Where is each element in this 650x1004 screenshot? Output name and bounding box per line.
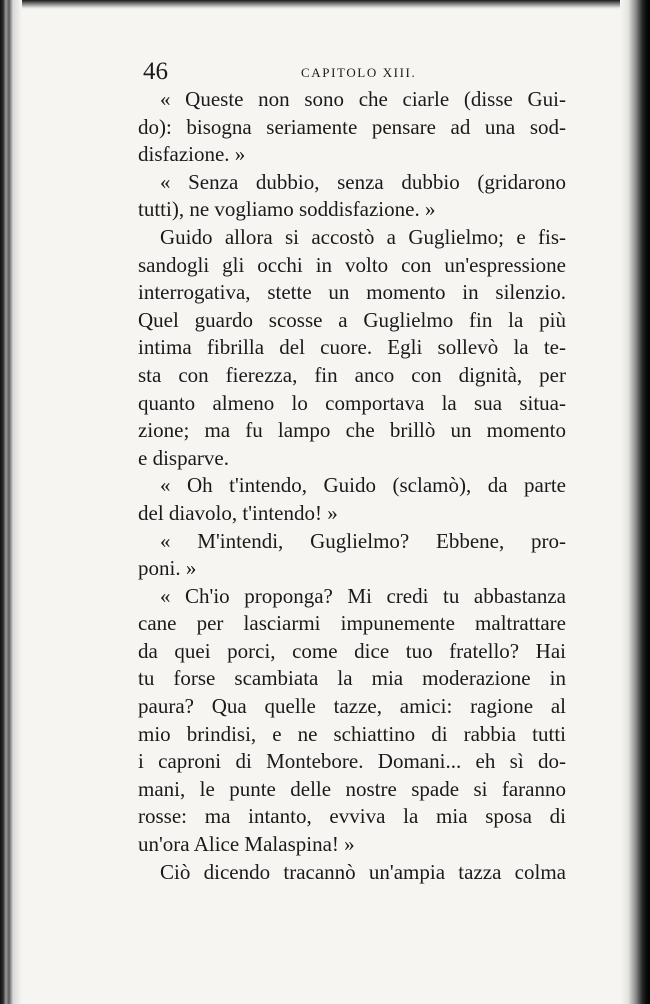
left-binding-shadow xyxy=(0,0,22,1004)
text-line: cane per lasciarmi impunemente maltrattare xyxy=(138,611,566,636)
text-line: del diavolo, t'intendo! » xyxy=(138,500,338,525)
text-line: Quel guardo scosse a Guglielmo fin la più xyxy=(138,307,566,332)
text-line: Guido allora si accostò a Guglielmo; e fis- xyxy=(160,224,566,249)
text-line: « Queste non sono che ciarle (disse Gui- xyxy=(160,87,566,111)
text-line: interrogativa, stette un momento in silenzio. xyxy=(138,280,566,305)
text-line: Ciò dicendo tracannò un'ampia tazza colma xyxy=(160,859,566,884)
page-number: 46 xyxy=(143,58,168,85)
text-line: intima fibrilla del cuore. Egli sollevò la te- xyxy=(138,335,566,360)
text-line: mio brindisi, e ne schiattino di rabbia tutti xyxy=(138,721,566,746)
text-line: rosse: ma intanto, evviva la mia sposa di xyxy=(138,804,566,829)
right-page-edge-shadow xyxy=(620,0,650,1004)
text-line: « Senza dubbio, senza dubbio (gridarono xyxy=(160,169,566,194)
text-line: e disparve. xyxy=(138,445,229,470)
text-line: paura? Qua quelle tazze, amici: ragione al xyxy=(138,694,566,719)
text-line: « Oh t'intendo, Guido (sclamò), da parte xyxy=(160,473,566,498)
text-line: tutti), ne vogliamo soddisfazione. » xyxy=(138,197,436,222)
text-line: do): bisogna seriamente pensare ad una sod- xyxy=(138,114,566,139)
text-line: disfazione. » xyxy=(138,142,246,167)
text-line: « M'intendi, Guglielmo? Ebbene, pro- xyxy=(160,528,566,553)
text-line: sta con fierezza, fin anco con dignità, per xyxy=(138,362,566,387)
text-line: mani, le punte delle nostre spade si faranno xyxy=(138,776,566,801)
page-header xyxy=(143,57,433,87)
text-line: quanto almeno lo comportava la sua situa- xyxy=(138,390,566,415)
text-line: « Ch'io proponga? Mi credi tu abbastanza xyxy=(160,583,566,608)
text-line: sandogli gli occhi in volto con un'espressione xyxy=(138,252,566,277)
text-line: da quei porci, come dice tuo fratello? Hai xyxy=(138,638,566,663)
running-head-chapter-title: CAPITOLO XIII. xyxy=(301,65,417,80)
text-line: un'ora Alice Malaspina! » xyxy=(138,832,355,857)
text-line: zione; ma fu lampo che brillò un momento xyxy=(138,418,566,443)
body-text xyxy=(138,86,566,886)
text-line: i caproni di Montebore. Domani... eh sì do- xyxy=(138,749,566,774)
text-line: tu forse scambiata la mia moderazione in xyxy=(138,666,566,691)
text-line: poni. » xyxy=(138,556,197,581)
page-top-edge-shadow xyxy=(0,0,650,10)
